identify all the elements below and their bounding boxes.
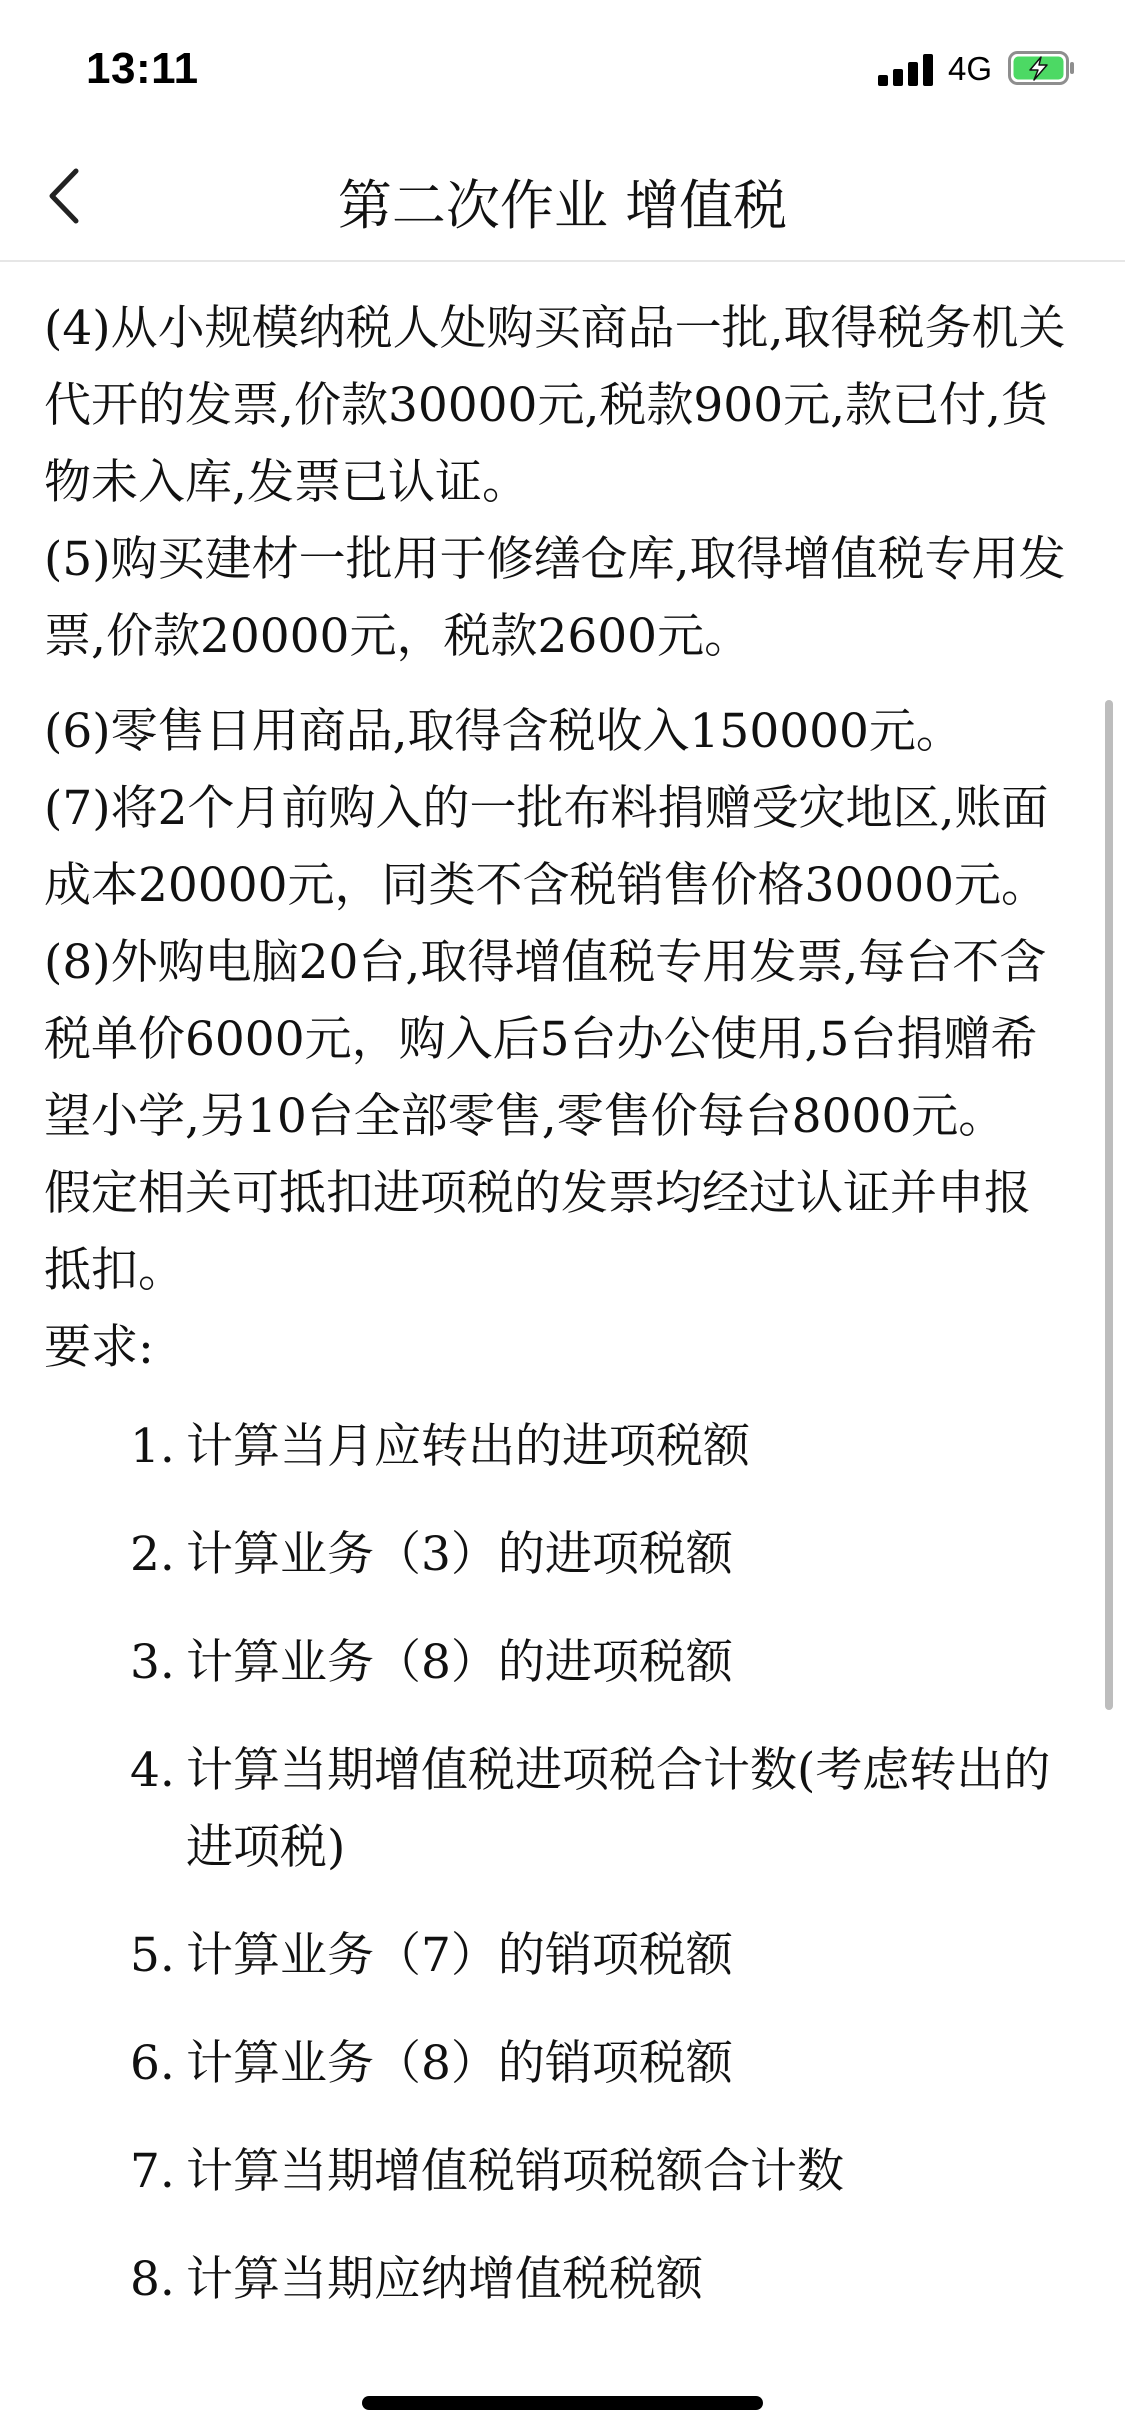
- status-bar: [0, 0, 1125, 135]
- list-item: [44, 1516, 1074, 1593]
- list-item: [44, 2025, 1074, 2102]
- requirements-heading: 要求:: [44, 1320, 154, 1375]
- list-item-text: 计算业务（8）的销项税额: [186, 2036, 733, 2091]
- paragraph-4: (4)从小规模纳税人处购买商品一批,取得税务机关代开的发票,价款30000元,税款900元,款已付,货物未入库,发票已认证。: [44, 301, 1066, 510]
- list-item-text: 计算业务（3）的进项税额: [186, 1527, 733, 1582]
- list-item-text: 计算业务（7）的销项税额: [186, 1928, 733, 1983]
- list-item-text: 计算当期增值税进项税合计数(考虑转出的进项税): [186, 1743, 1051, 1875]
- nav-bar: [0, 135, 1125, 262]
- list-item-number: 1.: [130, 1419, 175, 1474]
- list-item: [44, 2241, 1074, 2318]
- list-item: [44, 2133, 1074, 2210]
- assumption-note: 假定相关可抵扣进项税的发票均经过认证并申报抵扣。: [44, 1166, 1031, 1298]
- list-item-text: 计算业务（8）的进项税额: [186, 1635, 733, 1690]
- list-item-number: 4.: [130, 1743, 175, 1798]
- paragraph-7: (7)将2个月前购入的一批布料捐赠受灾地区,账面成本20000元，同类不含税销售价格30000元。: [44, 781, 1049, 913]
- status-time: 13:11: [86, 44, 199, 93]
- list-item: [44, 1917, 1074, 1994]
- list-item-number: 8.: [130, 2252, 175, 2307]
- list-item: [44, 1624, 1074, 1701]
- network-type: 4G: [948, 50, 993, 87]
- paragraph-5: (5)购买建材一批用于修缮仓库,取得增值税专用发票,价款20000元，税款2600元。: [44, 532, 1066, 664]
- list-item-text: 计算当期增值税销项税额合计数: [186, 2144, 844, 2199]
- signal-icon: [878, 54, 936, 86]
- paragraph-8: (8)外购电脑20台,取得增值税专用发票,每台不含税单价6000元，购入后5台办公使用,5台捐赠希望小学,另10台全部零售,零售价每台8000元。: [44, 935, 1047, 1144]
- assignment-content: [44, 290, 1074, 2349]
- list-item-number: 2.: [130, 1527, 175, 1582]
- list-item-number: 3.: [130, 1635, 175, 1690]
- list-item-text: 计算当期应纳增值税税额: [186, 2252, 703, 2307]
- list-item: [44, 1408, 1074, 1485]
- battery-charging-icon: [1008, 51, 1076, 85]
- list-item-number: 7.: [130, 2144, 175, 2199]
- requirements-list: [44, 1408, 1074, 2318]
- list-item-number: 5.: [130, 1928, 175, 1983]
- page-title: 第二次作业 增值税: [337, 174, 788, 237]
- paragraph-6: (6)零售日用商品,取得含税收入150000元。: [44, 704, 963, 759]
- home-indicator[interactable]: [362, 2396, 763, 2410]
- list-item-number: 6.: [130, 2036, 175, 2091]
- list-item: [44, 1732, 1074, 1886]
- scrollbar[interactable]: [1105, 700, 1113, 1710]
- list-item-text: 计算当月应转出的进项税额: [186, 1419, 750, 1474]
